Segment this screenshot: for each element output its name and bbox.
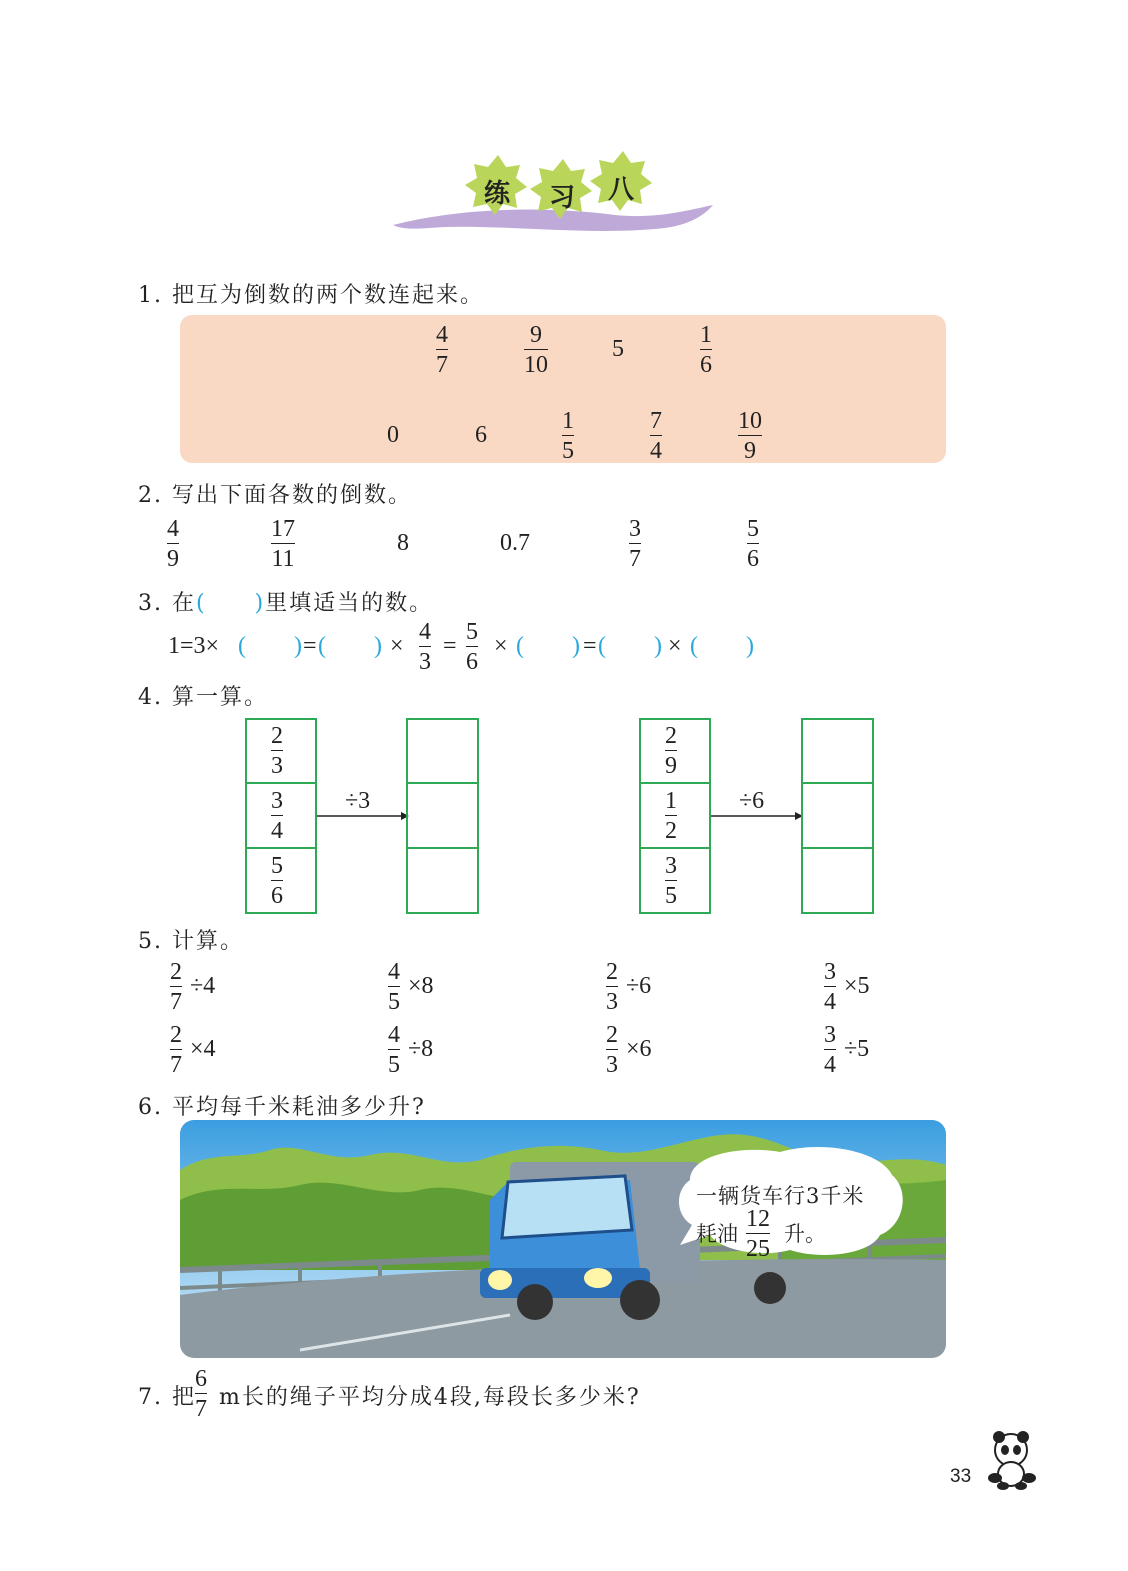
q3-eq-sign-3: =	[583, 633, 597, 659]
q5-r1-c2-frac: 4 5	[388, 959, 400, 1015]
q2-item-17-11: 17 11	[271, 516, 295, 572]
q7-prompt-b: m长的绳子平均分成4段,每段长多少米?	[219, 1385, 641, 1410]
q1-item-4-7[interactable]: 4 7	[436, 322, 448, 378]
q2-item-8: 8	[397, 530, 409, 556]
q5-r2-c1-frac: 2 7	[170, 1022, 182, 1078]
q2-item-5-6: 5 6	[747, 516, 759, 572]
q4-g2-answer-2[interactable]	[801, 782, 874, 849]
q5-r2-c4-op: ÷5	[844, 1036, 870, 1062]
q1-item-0[interactable]: 0	[387, 422, 399, 448]
q4-g1-answer-2[interactable]	[406, 782, 479, 849]
q5-r2-c4-frac: 3 4	[824, 1022, 836, 1078]
bubble-line-2b: 升。	[784, 1222, 826, 1246]
title-char-1: 练	[484, 179, 511, 209]
q4-g2-op: ÷6	[739, 788, 765, 814]
q3-blank-5[interactable]: ( )	[690, 633, 754, 659]
q1-prompt: 1. 把互为倒数的两个数连起来。	[138, 283, 484, 308]
q3-eq-sign-2: =	[443, 633, 457, 659]
q3-prompt-a: 3. 在	[138, 591, 196, 616]
q1-item-1-5[interactable]: 1 5	[562, 408, 574, 464]
q4-g2-frac-3-5: 3 5	[665, 853, 677, 909]
q2-item-4-9: 4 9	[167, 516, 179, 572]
bubble-line-2a: 耗油	[696, 1222, 738, 1246]
q1-item-5[interactable]: 5	[612, 336, 624, 362]
q3-frac-5-6: 5 6	[466, 619, 478, 675]
q5-r1-c4-frac: 3 4	[824, 959, 836, 1015]
q5-r2-c3-frac: 2 3	[606, 1022, 618, 1078]
q2-item-3-7: 3 7	[629, 516, 641, 572]
q7-prompt-a: 7. 把	[138, 1385, 196, 1410]
q3-times-1: ×	[390, 633, 404, 659]
q7-frac-6-7: 6 7	[195, 1366, 207, 1422]
q1-item-9-10[interactable]: 9 10	[524, 322, 548, 378]
bubble-frac-12-25: 12 25	[746, 1206, 770, 1262]
q3-prompt	[138, 586, 433, 617]
q5-r1-c4-op: ×5	[844, 973, 870, 999]
q3-prompt-paren: ( )	[195, 591, 266, 616]
q2-prompt: 2. 写出下面各数的倒数。	[138, 483, 412, 508]
q4-g1-frac-5-6: 5 6	[271, 853, 283, 909]
q6-illustration	[180, 1120, 946, 1358]
q4-g2-answer-1[interactable]	[801, 718, 874, 784]
q5-r2-c1-op: ×4	[190, 1036, 216, 1062]
q5-r2-c2-frac: 4 5	[388, 1022, 400, 1078]
q5-r2-c2-op: ÷8	[408, 1036, 434, 1062]
q5-r1-c3-op: ÷6	[626, 973, 652, 999]
q3-blank-3[interactable]: ( )	[516, 633, 580, 659]
q4-g2-answer-3[interactable]	[801, 847, 874, 914]
q4-g1-answer-3[interactable]	[406, 847, 479, 914]
truck-scene	[180, 1120, 946, 1358]
q4-g1-frac-2-3: 2 3	[271, 723, 283, 779]
panda-icon	[985, 1428, 1039, 1490]
q4-g1-answer-1[interactable]	[406, 718, 479, 784]
q3-times-3: ×	[668, 633, 682, 659]
q3-frac-4-3: 4 3	[419, 619, 431, 675]
q4-g2-frac-1-2: 1 2	[665, 788, 677, 844]
q1-item-1-6[interactable]: 1 6	[700, 322, 712, 378]
q3-eq-sign-1: =	[303, 633, 317, 659]
q5-r1-c3-frac: 2 3	[606, 959, 618, 1015]
page-number: 33	[950, 1466, 972, 1487]
q4-g1-frac-3-4: 3 4	[271, 788, 283, 844]
q4-g2-frac-2-9: 2 9	[665, 723, 677, 779]
q6-prompt: 6. 平均每千米耗油多少升?	[138, 1095, 426, 1120]
q3-blank-2[interactable]: ( )	[318, 633, 382, 659]
q1-item-6[interactable]: 6	[475, 422, 487, 448]
q4-g2-arrow	[711, 810, 803, 822]
bubble-line-1: 一辆货车行3千米	[696, 1184, 865, 1208]
title-char-3: 八	[608, 175, 635, 205]
q5-r1-c1-op: ÷4	[190, 973, 216, 999]
q5-r1-c1-frac: 2 7	[170, 959, 182, 1015]
q1-item-7-4[interactable]: 7 4	[650, 408, 662, 464]
q3-times-2: ×	[494, 633, 508, 659]
q3-blank-1[interactable]: ( )	[238, 633, 302, 659]
q5-r1-c2-op: ×8	[408, 973, 434, 999]
title-banner	[385, 145, 725, 255]
q3-prompt-b: 里填适当的数。	[265, 591, 434, 616]
q4-g1-op: ÷3	[345, 788, 371, 814]
q5-r2-c3-op: ×6	[626, 1036, 652, 1062]
q2-item-0-7: 0.7	[500, 530, 530, 556]
q4-g1-arrow	[317, 810, 409, 822]
q3-blank-4[interactable]: ( )	[598, 633, 662, 659]
q1-item-10-9[interactable]: 10 9	[738, 408, 762, 464]
q4-prompt: 4. 算一算。	[138, 685, 268, 710]
q3-eq-start: 1=3×	[168, 633, 220, 659]
q5-prompt: 5. 计算。	[138, 929, 244, 954]
title-char-2: 习	[549, 183, 576, 213]
